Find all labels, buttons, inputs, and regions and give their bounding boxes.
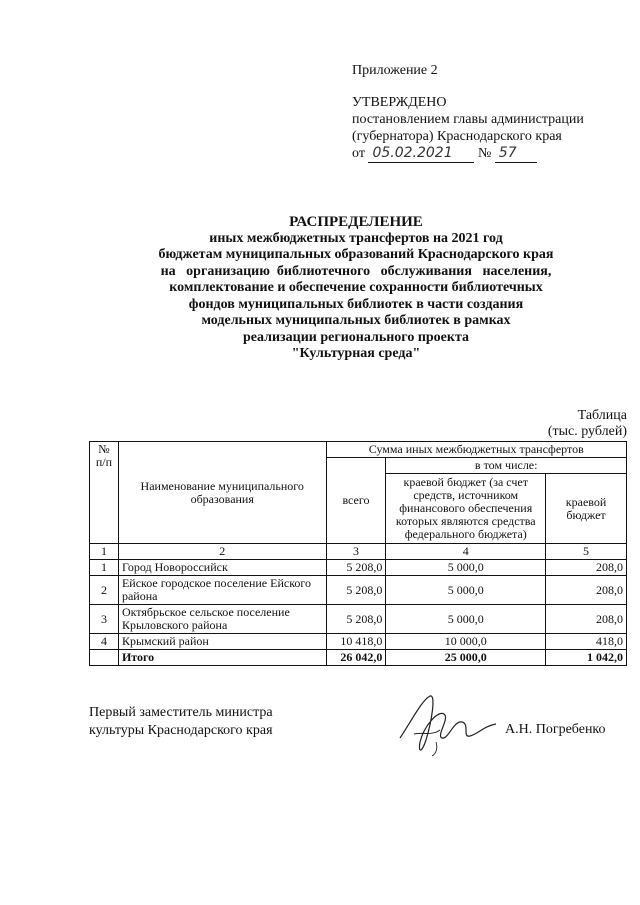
document-title <box>0 214 640 363</box>
table-caption-unit: (тыс. рублей) <box>547 424 627 439</box>
row-total: 5 208,0 <box>326 605 386 634</box>
header-regional-federal: краевой бюджет (за счет средств, источником финансового обеспечения которых являются средства федерального бюджета) <box>386 474 546 544</box>
totals-total: 26 042,0 <box>326 650 386 666</box>
title-line-2: бюджетам муниципальных образований Краснодарского края <box>158 247 554 262</box>
row-name: Город Новороссийск <box>118 560 326 576</box>
signature-image <box>392 690 502 760</box>
row-regional: 418,0 <box>546 634 627 650</box>
decree-date: 05.02.2021 <box>368 145 474 163</box>
decree-line-1: постановлением главы администрации <box>352 112 584 127</box>
title-line-8: "Культурная среда" <box>291 346 421 361</box>
approval-block <box>352 62 622 163</box>
row-total: 5 208,0 <box>326 560 386 576</box>
row-federal: 10 000,0 <box>386 634 546 650</box>
position-line-2: культуры Краснодарского края <box>89 723 273 738</box>
col-number: 1 <box>90 544 119 560</box>
signer-name: А.Н. Погребенко <box>505 722 606 737</box>
row-regional: 208,0 <box>546 576 627 605</box>
totals-label: Итого <box>118 650 326 666</box>
row-federal: 5 000,0 <box>386 605 546 634</box>
table-row <box>90 576 627 605</box>
title-main: РАСПРЕДЕЛЕНИЕ <box>289 214 423 230</box>
row-name: Ейское городское поселение Ейского района <box>118 576 326 605</box>
col-number: 3 <box>326 544 386 560</box>
totals-federal: 25 000,0 <box>386 650 546 666</box>
title-line-1: иных межбюджетных трансфертов на 2021 год <box>209 230 503 246</box>
number-prefix: № <box>477 146 492 161</box>
decree-line-2: (губернатора) Краснодарского края <box>352 129 562 144</box>
title-line-7: реализации регионального проекта <box>243 329 469 345</box>
row-name: Крымский район <box>118 634 326 650</box>
totals-regional: 1 042,0 <box>546 650 627 666</box>
row-num: 3 <box>90 605 119 634</box>
totals-row <box>90 650 627 666</box>
title-line-6: модельных муниципальных библиотек в рамках <box>201 313 511 328</box>
decree-date-number <box>352 145 622 163</box>
signatory-position <box>89 704 273 740</box>
col-number: 2 <box>118 544 326 560</box>
decree-number: 57 <box>495 145 537 163</box>
table-row <box>90 560 627 576</box>
table-row <box>90 605 627 634</box>
row-name: Октябрьское сельское поселение Крыловского района <box>118 605 326 634</box>
row-federal: 5 000,0 <box>386 560 546 576</box>
row-regional: 208,0 <box>546 605 627 634</box>
header-sum: Сумма иных межбюджетных трансфертов <box>326 442 626 458</box>
table-row <box>90 634 627 650</box>
title-line-3: на организацию библиотечного обслуживания населения, <box>160 263 552 279</box>
header-total: всего <box>326 458 386 544</box>
row-federal: 5 000,0 <box>386 576 546 605</box>
header-num: № п/п <box>90 442 119 544</box>
table-caption <box>548 408 627 440</box>
approved-label: УТВЕРЖДЕНО <box>352 95 447 110</box>
header-regional: краевой бюджет <box>546 474 627 544</box>
column-number-row <box>90 544 627 560</box>
header-municipality: Наименование муниципального образования <box>118 442 326 544</box>
table-caption-name: Таблица <box>577 408 627 423</box>
header-including: в том числе: <box>386 458 627 474</box>
row-total: 5 208,0 <box>326 576 386 605</box>
row-num: 1 <box>90 560 119 576</box>
col-number: 4 <box>386 544 546 560</box>
title-line-5: фондов муниципальных библиотек в части создания <box>188 296 524 312</box>
title-line-4: комплектование и обеспечение сохранности библиотечных <box>169 280 543 295</box>
row-total: 10 418,0 <box>326 634 386 650</box>
row-num: 2 <box>90 576 119 605</box>
row-num: 4 <box>90 634 119 650</box>
from-prefix: от <box>352 146 365 161</box>
row-regional: 208,0 <box>546 560 627 576</box>
header-row-1 <box>90 442 627 458</box>
distribution-table <box>89 441 627 666</box>
position-line-1: Первый заместитель министра <box>89 705 273 720</box>
appendix-label: Приложение 2 <box>352 63 438 78</box>
col-number: 5 <box>546 544 627 560</box>
